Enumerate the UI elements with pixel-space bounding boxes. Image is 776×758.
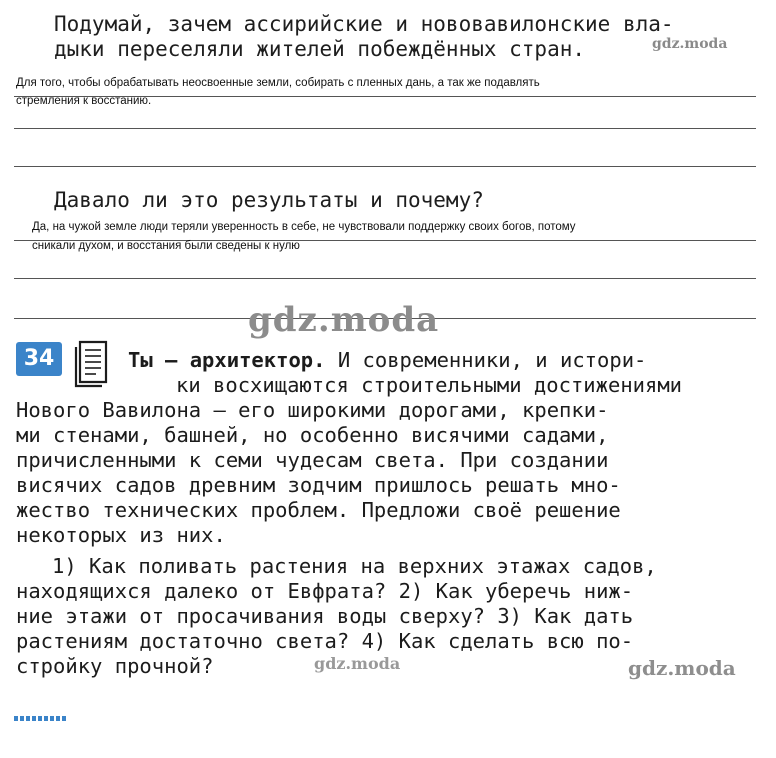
task-line-13: стройку прочной?: [16, 654, 214, 678]
document-icon: [70, 338, 116, 388]
task-line-1: Ты — архитектор. И современники, и истори-: [128, 348, 647, 372]
task-line-3: Нового Вавилона — его широкими дорогами, крепки-: [16, 398, 609, 422]
watermark-top: gdz.moda: [652, 36, 728, 52]
task-line-7: жество технических проблем. Предложи своё решение: [16, 498, 621, 522]
answer-1-line-2: стремления к восстанию.: [16, 95, 152, 107]
answer-2-line-2: сникали духом, и восстания были сведены к нулю: [32, 240, 300, 252]
scan-mark: [14, 716, 66, 721]
watermark-bottom-right: gdz.moda: [628, 656, 736, 680]
answer-2-line-1: Да, на чужой земле люди теряли уверенность в себе, не чувствовали поддержку своих богов, потому: [32, 221, 576, 233]
task-line-10: находящихся далеко от Евфрата? 2) Как уберечь ниж-: [16, 579, 634, 603]
answer-line: [14, 278, 756, 279]
answer-line: [14, 166, 756, 167]
question-1-line-1: Подумай, зачем ассирийские и нововавилонские вла-: [54, 12, 674, 36]
task-number-badge: 34: [16, 342, 62, 376]
answer-1-line-1: Для того, чтобы обрабатывать неосвоенные земли, собирать с пленных дань, а так же подавлять: [16, 77, 540, 89]
watermark-middle: gdz.moda: [248, 300, 440, 340]
task-title: Ты — архитектор.: [128, 348, 326, 372]
task-line-6: висячих садов древним зодчим пришлось решать мно-: [16, 473, 621, 497]
task-line-11: ние этажи от просачивания воды сверху? 3) Как дать: [16, 604, 634, 628]
task-line-8: некоторых из них.: [16, 523, 226, 547]
question-2: Давало ли это результаты и почему?: [54, 188, 484, 212]
answer-line: [14, 128, 756, 129]
task-line-5: причисленными к семи чудесам света. При создании: [16, 448, 609, 472]
task-line-2: ки восхищаются строительными достижениями: [176, 373, 683, 397]
task-line-4: ми стенами, башней, но особенно висячими садами,: [16, 423, 609, 447]
watermark-bottom-center: gdz.moda: [314, 654, 401, 673]
task-line-9: 1) Как поливать растения на верхних этажах садов,: [52, 554, 657, 578]
question-1-line-2: дыки переселяли жителей побеждённых стран.: [54, 37, 586, 61]
task-line-12: растениям достаточно света? 4) Как сделать всю по-: [16, 629, 634, 653]
